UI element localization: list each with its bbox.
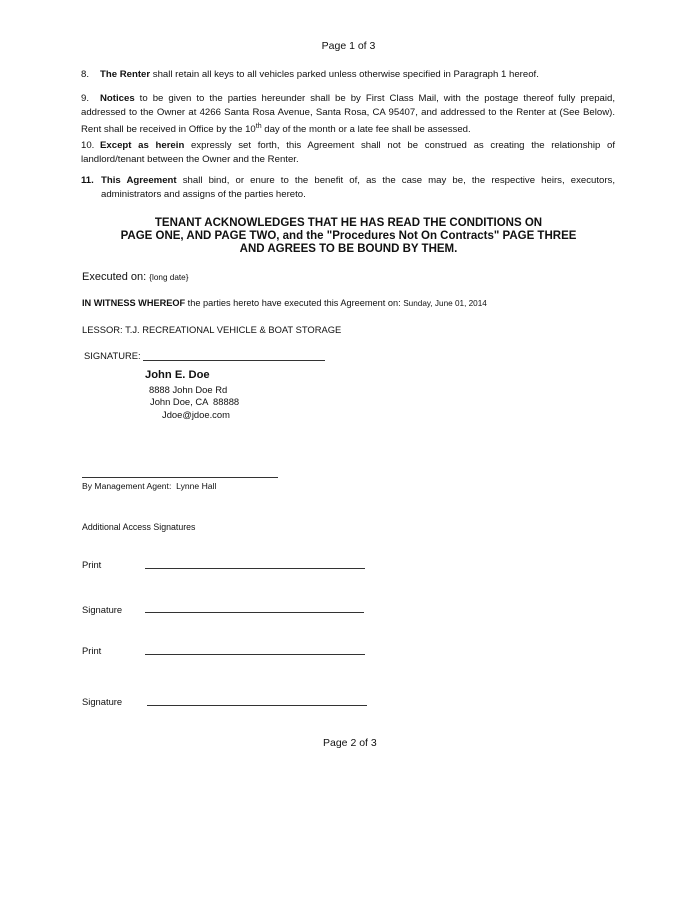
clause-text: to be given to the parties hereunder shall be by First Class Mail, with the postage thereof fully prepaid, addressed to the Owner at 4266 Santa Rosa Avenue, Santa Rosa, CA 95407, and addressed to the Renter at (See Below). Rent shall be received in Office by the bbox=[81, 93, 615, 135]
clause-lead: The Renter bbox=[100, 69, 151, 80]
clause-number: 11. bbox=[81, 175, 94, 186]
witness-statement bbox=[82, 298, 487, 308]
clause-9 bbox=[81, 92, 615, 137]
executed-on bbox=[82, 271, 188, 283]
lessor-line: LESSOR: T.J. RECREATIONAL VEHICLE & BOAT STORAGE bbox=[82, 324, 342, 335]
acknowledgement-line-2: PAGE ONE, AND PAGE TWO, and the "Procedures Not On Contracts" PAGE THREE bbox=[120, 230, 577, 242]
acknowledgement-line-1: TENANT ACKNOWLEDGES THAT HE HAS READ THE CONDITIONS ON bbox=[154, 217, 543, 229]
clause-lead: Except as herein bbox=[100, 140, 185, 151]
print-label-2: Print bbox=[82, 645, 102, 656]
witness-text: the parties hereto have executed this Agreement on: bbox=[185, 298, 401, 308]
renter-name: John E. Doe bbox=[145, 369, 210, 381]
renter-email: Jdoe@jdoe.com bbox=[162, 409, 230, 420]
executed-on-value: {long date} bbox=[149, 273, 189, 282]
acknowledgement-line-3: AND AGREES TO BE BOUND BY THEM. bbox=[239, 243, 458, 255]
clause-10 bbox=[81, 139, 615, 167]
clause-8 bbox=[81, 68, 615, 82]
additional-signatures-title: Additional Access Signatures bbox=[82, 522, 196, 532]
renter-address-2: John Doe, CA 88888 bbox=[150, 396, 240, 407]
clause-number: 8. bbox=[81, 69, 90, 80]
signature-line-2[interactable] bbox=[147, 705, 367, 706]
page-footer-label: Page 2 of 3 bbox=[323, 737, 377, 749]
agent-signature-line[interactable] bbox=[82, 477, 278, 478]
witness-lead: IN WITNESS WHEREOF bbox=[82, 298, 186, 308]
clause-lead: Notices bbox=[100, 93, 135, 104]
signature-line-1[interactable] bbox=[145, 612, 364, 613]
signature-label-2: Signature bbox=[82, 696, 123, 707]
renter-address-1: 8888 John Doe Rd bbox=[149, 384, 228, 395]
clause-text: expressly set forth, this Agreement shall not be construed as creating the relationship of landlord/tenant between the Owner and the Renter. bbox=[81, 140, 615, 165]
signature-label: SIGNATURE: bbox=[84, 350, 141, 361]
clause-text: shall bind, or enure to the benefit of, as the case may be, the respective heirs, executors, administrators and assigns of the parties hereto. bbox=[101, 175, 615, 200]
clause-text-after: day of the month or a late fee shall be assessed. bbox=[261, 124, 471, 135]
print-label-1: Print bbox=[82, 559, 102, 570]
print-line-2[interactable] bbox=[145, 654, 365, 655]
clause-number: 10. bbox=[81, 140, 95, 151]
print-line-1[interactable] bbox=[145, 568, 365, 569]
clause-day-number: 10 bbox=[245, 124, 256, 135]
executed-on-label: Executed on: bbox=[82, 271, 147, 283]
witness-date: Sunday, June 01, 2014 bbox=[403, 299, 487, 308]
acknowledgement bbox=[0, 217, 697, 256]
clause-body bbox=[101, 174, 615, 202]
signature-label-1: Signature bbox=[82, 604, 123, 615]
page-header-label: Page 1 of 3 bbox=[321, 40, 376, 52]
clause-number: 9. bbox=[81, 93, 90, 104]
management-agent: By Management Agent: Lynne Hall bbox=[82, 481, 217, 491]
lessor-signature-line[interactable] bbox=[143, 360, 325, 361]
clause-superscript: th bbox=[255, 123, 262, 130]
clause-lead: This Agreement bbox=[101, 175, 177, 186]
clause-text: shall retain all keys to all vehicles parked unless otherwise specified in Paragraph 1 hereof. bbox=[150, 69, 539, 80]
clause-11 bbox=[81, 174, 615, 202]
